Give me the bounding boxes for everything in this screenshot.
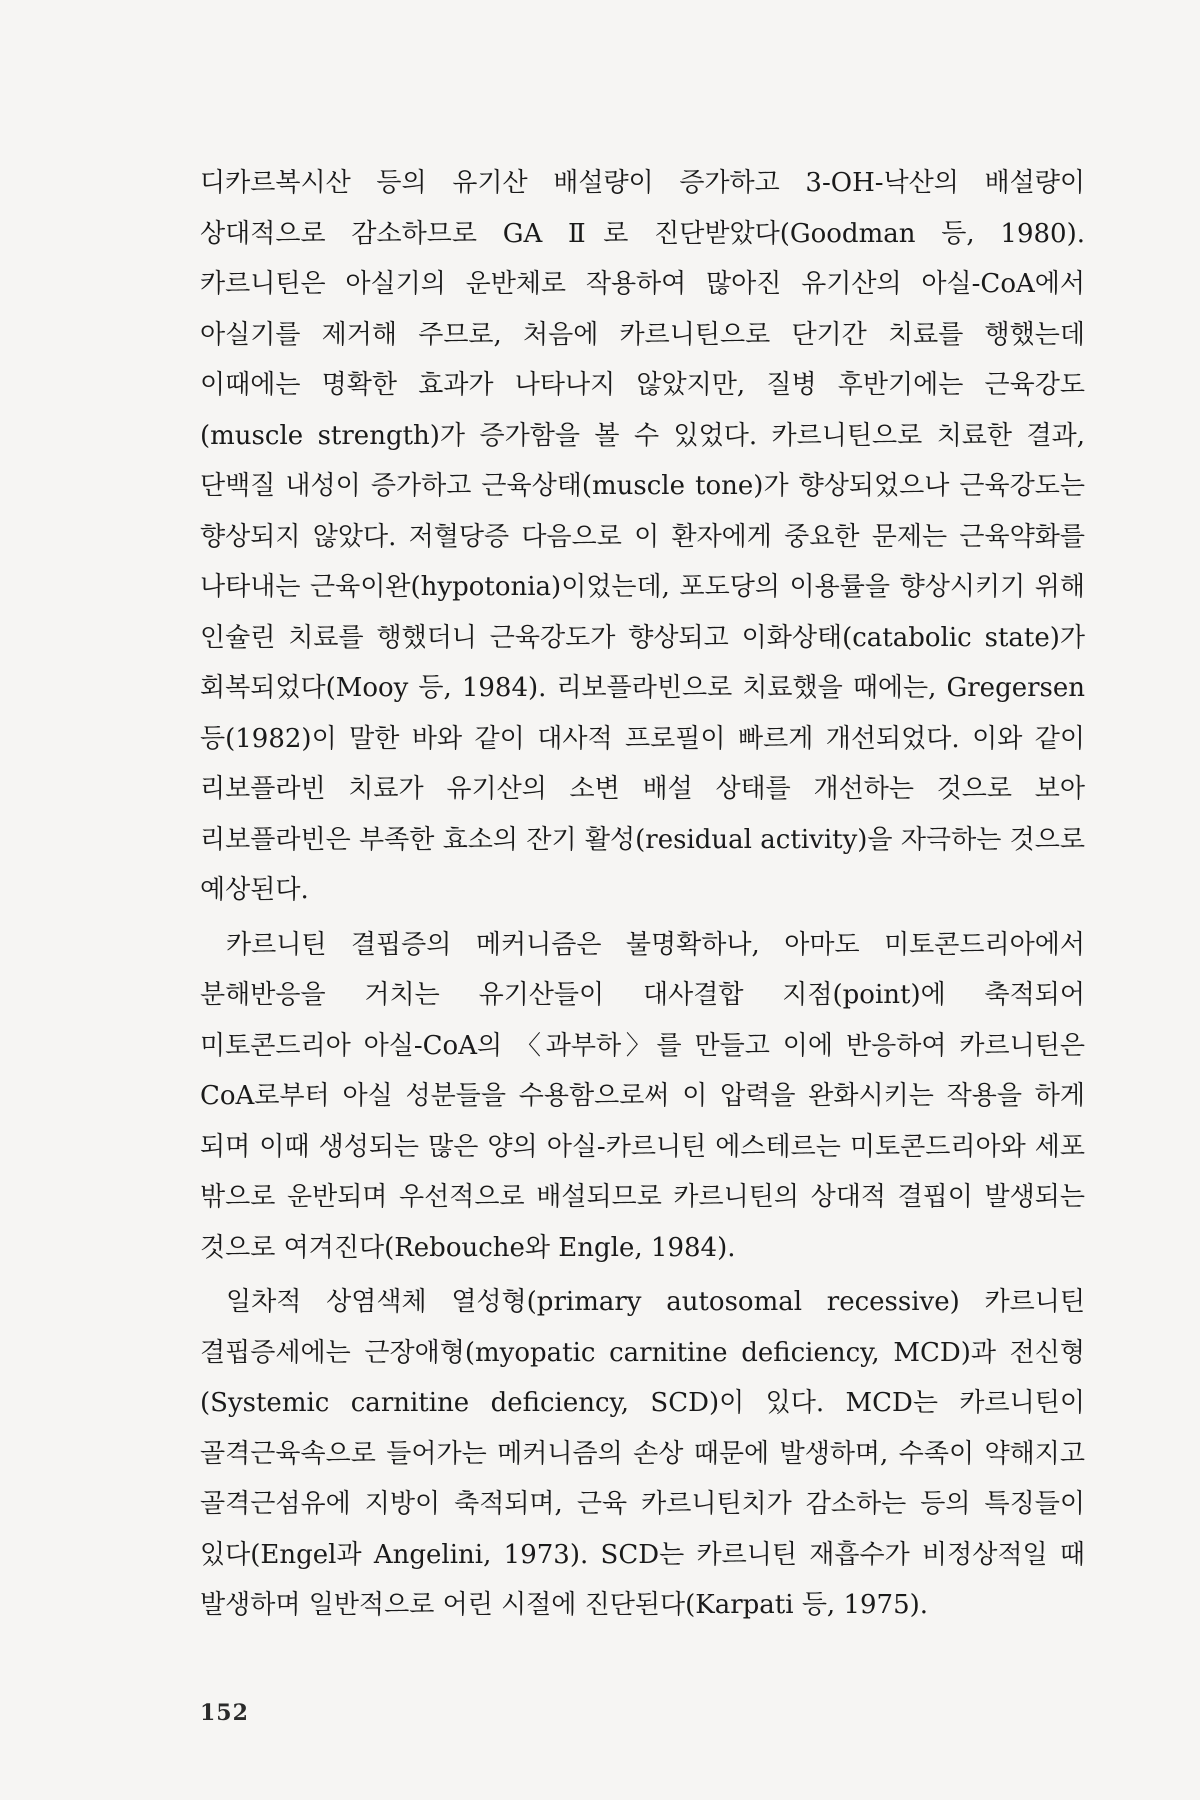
page-number: 152 <box>200 1700 249 1726</box>
paragraph-2: 카르니틴 결핍증의 메커니즘은 불명확하나, 아마도 미토콘드리아에서 분해반응을 거치는 유기산들이 대사결합 지점(point)에 축적되어 미토콘드리아 아실-CoA의 〈과부하〉를 만들고 이에 반응하여 카르니틴은 CoA로부터 아실 성분들을 수용함으로써 이 압력을 완화시키는 작용을 하게 되며 이때 생성되는 많은 양의 아실-카르니틴 에스테르는 미토콘드리아와 세포 밖으로 운반되며 우선적으로 배설되므로 카르니틴의 상대적 결핍이 발생되는 것으로 여겨진다(Rebouche와 Engle, 1984). <box>200 929 1085 1263</box>
body-text <box>200 158 1085 1631</box>
paragraph-1: 디카르복시산 등의 유기산 배설량이 증가하고 3-OH-낙산의 배설량이 상대적으로 감소하므로 GA Ⅱ로 진단받았다(Goodman 등, 1980). 카르니틴은 아실기의 운반체로 작용하여 많아진 유기산의 아실-CoA에서 아실기를 제거해 주므로, 처음에 카르니틴으로 단기간 치료를 행했는데 이때에는 명확한 효과가 나타나지 않았지만, 질병 후반기에는 근육강도(muscle strength)가 증가함을 볼 수 있었다. 카르니틴으로 치료한 결과, 단백질 내성이 증가하고 근육상태(muscle tone)가 향상되었으나 근육강도는 향상되지 않았다. 저혈당증 다음으로 이 환자에게 중요한 문제는 근육약화를 나타내는 근육이완(hypotonia)이었는데, 포도당의 이용률을 향상시키기 위해 인슐린 치료를 행했더니 근육강도가 향상되고 이화상태(catabolic state)가 회복되었다(Mooy 등, 1984). 리보플라빈으로 치료했을 때에는, Gregersen 등(1982)이 말한 바와 같이 대사적 프로필이 빠르게 개선되었다. 이와 같이 리보플라빈 치료가 유기산의 소변 배설 상태를 개선하는 것으로 보아 리보플라빈은 부족한 효소의 잔기 활성(residual activity)을 자극하는 것으로 예상된다. <box>200 168 1085 905</box>
paragraph-3: 일차적 상염색체 열성형(primary autosomal recessive) 카르니틴 결핍증세에는 근장애형(myopatic carnitine deficiency, MCD)과 전신형(Systemic carnitine deficiency, SCD)이 있다. MCD는 카르니틴이 골격근육속으로 들어가는 메커니즘의 손상 때문에 발생하며, 수족이 약해지고 골격근섬유에 지방이 축적되며, 근육 카르니틴치가 감소하는 등의 특징들이 있다(Engel과 Angelini, 1973). SCD는 카르니틴 재흡수가 비정상적일 때 발생하며 일반적으로 어린 시절에 진단된다(Karpati 등, 1975). <box>200 1287 1085 1620</box>
